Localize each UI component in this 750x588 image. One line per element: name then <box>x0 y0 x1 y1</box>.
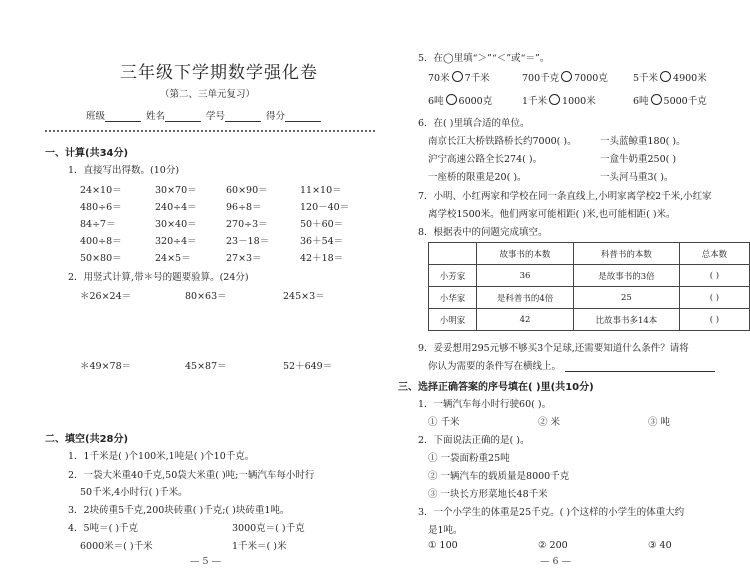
compare-left: 70米 <box>428 73 450 84</box>
compare-item <box>522 70 608 84</box>
info-score-label: 得分 <box>266 111 286 122</box>
choice-option[interactable]: ③ 吨 <box>648 417 671 428</box>
oral-item: 30×40＝ <box>155 219 197 230</box>
info-id-blank[interactable] <box>225 112 261 122</box>
table-cell: 36 <box>477 265 574 287</box>
table-answer-cell[interactable]: ( ) <box>679 309 749 331</box>
table-row <box>429 287 750 309</box>
oral-item: 24×10＝ <box>80 185 122 196</box>
section-3-heading: 三、选择正确答案的序号填在( )里(共10分) <box>398 382 594 393</box>
fill-question-2b: 50千米,4小时行( )千米。 <box>80 487 188 498</box>
compare-left: 1千米 <box>522 96 548 107</box>
compare-item <box>428 93 492 107</box>
compare-right: 5000千克 <box>663 96 707 107</box>
compare-left: 6吨 <box>428 96 444 107</box>
choice-question-3b: 是1吨。 <box>428 525 463 536</box>
choice-question-1: 1．一辆汽车每小时行驶60( )。 <box>418 399 552 410</box>
unit-item: 一座桥的限重是20( )。 <box>428 172 527 183</box>
compare-circle[interactable] <box>452 71 463 82</box>
info-id <box>206 108 261 122</box>
unit-item: 一头蓝鲸重180( )。 <box>600 136 686 147</box>
compare-circle[interactable] <box>651 94 662 105</box>
choice-option[interactable]: ① 100 <box>428 540 458 551</box>
compare-circle[interactable] <box>446 94 457 105</box>
table-row <box>429 265 750 287</box>
compare-item <box>633 93 707 107</box>
table-answer-cell[interactable]: ( ) <box>679 287 749 309</box>
oral-item: 27×3＝ <box>226 253 262 264</box>
table-header-cell: 故事书的本数 <box>477 243 574 265</box>
question-9b-text: 你认为需要的条件写在横线上。 <box>428 361 562 372</box>
table-cell: 是科普书的4倍 <box>477 287 574 309</box>
info-name <box>146 108 201 122</box>
dotted-divider <box>45 130 375 132</box>
question-7b: 离学校1500米。他们两家可能相距( )米,也可能相距( )米。 <box>428 209 676 220</box>
table-answer-cell[interactable]: ( ) <box>679 265 749 287</box>
table-header-cell: 总本数 <box>679 243 749 265</box>
choice-question-3a: 3．一个小学生的体重是25千克。( )个这样的小学生的体重大约 <box>418 507 685 518</box>
table-cell: 42 <box>477 309 574 331</box>
info-score <box>266 108 321 122</box>
unit-item: 沪宁高速公路全长274( )。 <box>428 154 543 165</box>
page-number: — 5 — <box>190 556 222 567</box>
table-header-cell: 科普书的本数 <box>573 243 679 265</box>
table-header-row <box>429 243 750 265</box>
question-6: 6．在( )里填合适的单位。 <box>418 118 530 129</box>
paper-subtitle: （第二、三单元复习） <box>160 89 256 100</box>
oral-item: 60×90＝ <box>226 185 268 196</box>
oral-item: 480÷6＝ <box>80 202 122 213</box>
choice-question-2: 2．下面说法正确的是( )。 <box>418 435 530 446</box>
fill-question-1: 1．1千米是( )个100米,1吨是( )个10千克。 <box>68 451 255 462</box>
oral-item: 50×80＝ <box>80 253 122 264</box>
oral-item: 11×10＝ <box>300 185 342 196</box>
info-class-blank[interactable] <box>105 112 141 122</box>
compare-left: 6吨 <box>633 96 649 107</box>
oral-item: 320÷4＝ <box>155 236 197 247</box>
unit-item: 一头河马重3( )。 <box>600 172 674 183</box>
vertical-item: ＊49×78＝ <box>80 361 132 372</box>
info-id-label: 学号 <box>206 111 226 122</box>
unit-item: 南京长江大桥铁路桥长约7000( )。 <box>428 136 577 147</box>
oral-item: 30×70＝ <box>155 185 197 196</box>
compare-right: 1000米 <box>562 96 596 107</box>
choice-option[interactable]: ② 一辆汽车的载质量是8000千克 <box>428 471 570 482</box>
question-9a: 9．妥妥想用295元够不够买3个足球,还需要知道什么条件？请将 <box>418 343 689 354</box>
oral-item: 240÷4＝ <box>155 202 197 213</box>
compare-right: 7000克 <box>574 73 608 84</box>
info-score-blank[interactable] <box>285 112 321 122</box>
fill-question-4a: 4．5吨＝( )千克 <box>68 523 139 534</box>
fill-question-3: 3．2块砖重5千克,200块砖重( )千克;( )块砖重1吨。 <box>68 505 290 516</box>
oral-item: 400÷8＝ <box>80 236 122 247</box>
compare-right: 7千米 <box>464 73 490 84</box>
fill-question-4d: 1千米＝( )米 <box>232 541 287 552</box>
choice-option[interactable]: ③ 40 <box>648 540 672 551</box>
question-8: 8．根据表中的问题完成填空。 <box>418 227 548 238</box>
table-row <box>429 309 750 331</box>
section-2-heading: 二、填空(共28分) <box>45 434 129 445</box>
compare-item <box>428 70 490 84</box>
compare-circle[interactable] <box>549 94 560 105</box>
fill-question-4c: 6000米＝( )千米 <box>80 541 153 552</box>
vertical-item: 245×3＝ <box>283 291 325 302</box>
page-number: — 6 — <box>540 556 572 567</box>
table-cell: 比故事书多14本 <box>573 309 679 331</box>
info-class-label: 班级 <box>86 111 106 122</box>
choice-option[interactable]: ① 一袋面粉重25吨 <box>428 453 510 464</box>
vertical-item: ＊26×24＝ <box>80 291 132 302</box>
info-class <box>86 108 141 122</box>
table-cell: 小芳家 <box>429 265 477 287</box>
oral-item: 270÷3＝ <box>226 219 268 230</box>
question-9b <box>428 358 715 372</box>
paper-title: 三年级下学期数学强化卷 <box>120 63 318 83</box>
oral-item: 42＋18＝ <box>300 253 344 264</box>
vertical-item: 45×87＝ <box>185 361 227 372</box>
compare-left: 700千克 <box>522 73 560 84</box>
table-cell: 是故事书的3倍 <box>573 265 679 287</box>
compare-right: 4900米 <box>673 73 707 84</box>
unit-item: 一盒牛奶重250( ) <box>600 154 677 165</box>
question-1-1: 1．直接写出得数。(10分) <box>68 165 180 176</box>
question-5: 5．在◯里填“＞”“＜”或“＝”。 <box>418 53 550 64</box>
choice-option[interactable]: ① 千米 <box>428 417 460 428</box>
choice-option[interactable]: ③ 一块长方形菜地长48千米 <box>428 489 548 500</box>
oral-item: 24×5＝ <box>155 253 191 264</box>
books-table <box>428 242 750 331</box>
table-cell: 25 <box>573 287 679 309</box>
table-header-cell <box>429 243 477 265</box>
table-cell: 小华家 <box>429 287 477 309</box>
vertical-item: 80×63＝ <box>185 291 227 302</box>
oral-item: 120－40＝ <box>300 202 350 213</box>
compare-right: 6000克 <box>458 96 493 107</box>
table-cell: 小明家 <box>429 309 477 331</box>
fill-question-2a: 2．一袋大米重40千克,50袋大米重( )吨;一辆汽车每小时行 <box>68 470 315 481</box>
oral-item: 36＋54＝ <box>300 236 344 247</box>
info-name-blank[interactable] <box>165 112 201 122</box>
section-1-heading: 一、计算(共34分) <box>45 148 129 159</box>
oral-item: 84÷7＝ <box>80 219 116 230</box>
condition-answer-line[interactable] <box>565 362 715 372</box>
compare-item <box>522 93 596 107</box>
info-name-label: 姓名 <box>146 111 166 122</box>
question-1-2: 2．用竖式计算,带＊号的题要验算。(24分) <box>68 272 249 283</box>
compare-left: 5千米 <box>633 73 659 84</box>
fill-question-4b: 3000克＝( )千克 <box>232 523 305 534</box>
question-7a: 7．小明、小红两家和学校在同一条直线上,小明家离学校2千米,小红家 <box>418 191 712 202</box>
choice-option[interactable]: ② 200 <box>538 540 568 551</box>
compare-circle[interactable] <box>561 71 572 82</box>
vertical-item: 52＋649＝ <box>283 361 333 372</box>
oral-item: 96÷8＝ <box>226 202 262 213</box>
compare-circle[interactable] <box>660 71 671 82</box>
oral-item: 50＋60＝ <box>300 219 344 230</box>
compare-item <box>633 70 707 84</box>
oral-item: 23－18＝ <box>226 236 270 247</box>
choice-option[interactable]: ② 米 <box>538 417 561 428</box>
